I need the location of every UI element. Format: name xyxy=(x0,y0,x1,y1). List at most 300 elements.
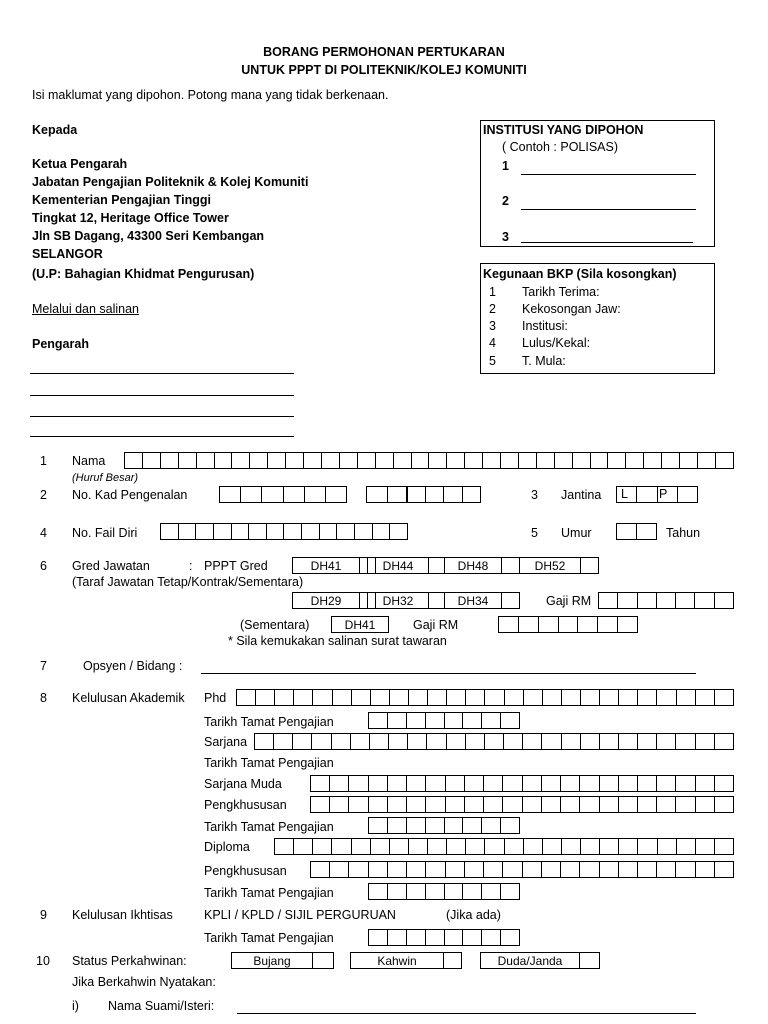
char-cell[interactable] xyxy=(261,487,282,502)
char-cell[interactable] xyxy=(697,453,715,468)
sementara-option[interactable] xyxy=(331,616,389,633)
char-cell[interactable] xyxy=(579,862,598,877)
char-cell[interactable] xyxy=(372,524,390,539)
char-cell[interactable] xyxy=(656,776,675,791)
char-cell[interactable] xyxy=(425,818,444,833)
char-cell[interactable] xyxy=(411,453,429,468)
char-cell[interactable] xyxy=(462,884,481,899)
char-cell[interactable] xyxy=(370,690,389,705)
char-cell[interactable] xyxy=(518,453,536,468)
char-cell[interactable] xyxy=(675,776,694,791)
char-cell[interactable] xyxy=(388,734,407,749)
char-cell[interactable] xyxy=(444,713,463,728)
char-cell[interactable] xyxy=(504,690,523,705)
char-cell[interactable] xyxy=(389,524,407,539)
char-cell[interactable] xyxy=(599,734,618,749)
char-cell[interactable] xyxy=(285,453,303,468)
char-cell[interactable] xyxy=(481,930,500,945)
char-cell[interactable] xyxy=(462,487,481,502)
char-cell[interactable] xyxy=(178,524,196,539)
char-cell[interactable] xyxy=(303,453,321,468)
char-cell[interactable] xyxy=(425,862,444,877)
char-cell[interactable] xyxy=(542,839,561,854)
institusi-line-2[interactable] xyxy=(521,209,696,210)
char-cell[interactable] xyxy=(283,524,301,539)
char-cell[interactable] xyxy=(464,797,483,812)
diploma-input[interactable] xyxy=(274,838,734,855)
char-cell[interactable] xyxy=(348,862,367,877)
char-cell[interactable] xyxy=(714,593,733,608)
char-cell[interactable] xyxy=(311,862,329,877)
sementara-label: (Sementara) xyxy=(240,618,310,632)
char-cell[interactable] xyxy=(637,690,656,705)
char-cell[interactable] xyxy=(500,930,519,945)
char-cell[interactable] xyxy=(370,839,389,854)
char-cell[interactable] xyxy=(408,839,427,854)
char-cell[interactable] xyxy=(293,690,312,705)
char-cell[interactable] xyxy=(675,593,694,608)
char-cell[interactable] xyxy=(329,862,348,877)
char-cell[interactable] xyxy=(714,776,733,791)
char-cell[interactable] xyxy=(643,453,661,468)
char-cell[interactable] xyxy=(715,453,733,468)
char-cell[interactable] xyxy=(273,734,292,749)
diploma-tarikh-input[interactable] xyxy=(368,883,520,900)
char-cell[interactable] xyxy=(248,524,266,539)
char-cell[interactable] xyxy=(266,524,284,539)
char-cell[interactable] xyxy=(695,862,714,877)
char-cell[interactable] xyxy=(618,690,637,705)
char-cell[interactable] xyxy=(446,690,465,705)
ic-input-part1[interactable] xyxy=(219,486,347,503)
char-cell[interactable] xyxy=(656,797,675,812)
char-cell[interactable] xyxy=(675,734,694,749)
sarjana-muda-input[interactable] xyxy=(310,775,734,792)
char-cell[interactable] xyxy=(369,818,387,833)
char-cell[interactable] xyxy=(445,797,464,812)
jantina-label: Jantina xyxy=(561,488,602,502)
char-cell[interactable] xyxy=(464,862,483,877)
gred-option[interactable] xyxy=(367,592,445,609)
char-cell[interactable] xyxy=(407,487,425,502)
diploma-label: Diploma xyxy=(204,840,250,854)
gred-option[interactable] xyxy=(444,557,520,574)
char-cell[interactable] xyxy=(369,930,387,945)
diploma-pengkhususan-input[interactable] xyxy=(310,861,734,878)
char-cell[interactable] xyxy=(311,734,330,749)
gaji-sementara-input[interactable] xyxy=(498,616,638,633)
status-option-bujang[interactable] xyxy=(231,952,334,969)
char-cell[interactable] xyxy=(387,797,406,812)
char-cell[interactable] xyxy=(213,524,231,539)
gred-option-label: DH48 xyxy=(445,558,502,573)
char-cell[interactable] xyxy=(561,839,580,854)
char-cell[interactable] xyxy=(331,734,350,749)
char-cell[interactable] xyxy=(426,734,445,749)
q5-number: 5 xyxy=(531,526,538,540)
char-cell[interactable] xyxy=(408,690,427,705)
char-cell[interactable] xyxy=(560,862,579,877)
char-cell[interactable] xyxy=(195,524,213,539)
char-cell[interactable] xyxy=(714,690,733,705)
status-option-label: Duda/Janda xyxy=(481,953,580,968)
char-cell[interactable] xyxy=(636,487,656,502)
char-cell[interactable] xyxy=(375,453,393,468)
char-cell[interactable] xyxy=(590,453,608,468)
gred-option[interactable] xyxy=(367,557,445,574)
char-cell[interactable] xyxy=(483,862,502,877)
char-cell[interactable] xyxy=(625,453,643,468)
char-cell[interactable] xyxy=(580,839,599,854)
char-cell[interactable] xyxy=(637,797,656,812)
char-cell[interactable] xyxy=(484,734,503,749)
char-cell[interactable] xyxy=(661,453,679,468)
char-cell[interactable] xyxy=(599,690,618,705)
char-cell[interactable] xyxy=(522,862,541,877)
char-cell[interactable] xyxy=(656,734,675,749)
char-cell[interactable] xyxy=(231,453,249,468)
char-cell[interactable] xyxy=(425,487,444,502)
char-cell[interactable] xyxy=(500,453,518,468)
char-cell[interactable] xyxy=(321,453,339,468)
char-cell[interactable] xyxy=(481,884,500,899)
char-cell[interactable] xyxy=(714,797,733,812)
char-cell[interactable] xyxy=(350,734,369,749)
char-cell[interactable] xyxy=(293,839,312,854)
char-cell[interactable] xyxy=(541,734,560,749)
char-cell[interactable] xyxy=(637,776,656,791)
char-cell[interactable] xyxy=(599,593,617,608)
char-cell[interactable] xyxy=(255,690,274,705)
char-cell[interactable] xyxy=(332,690,351,705)
gred-option[interactable] xyxy=(292,592,376,609)
char-cell[interactable] xyxy=(406,862,425,877)
pengarah-line-4[interactable] xyxy=(30,436,294,437)
char-cell[interactable] xyxy=(406,930,425,945)
char-cell[interactable] xyxy=(522,776,541,791)
sarjana-muda-tarikh-input[interactable] xyxy=(368,817,520,834)
char-cell[interactable] xyxy=(368,862,387,877)
char-cell[interactable] xyxy=(695,690,714,705)
char-cell[interactable] xyxy=(554,453,572,468)
char-cell[interactable] xyxy=(240,487,261,502)
char-cell[interactable] xyxy=(541,862,560,877)
char-cell[interactable] xyxy=(301,524,319,539)
char-cell[interactable] xyxy=(178,453,196,468)
char-cell[interactable] xyxy=(196,453,214,468)
sarjana-muda-pengkhususan-input[interactable] xyxy=(310,796,734,813)
char-cell[interactable] xyxy=(676,839,695,854)
char-cell[interactable] xyxy=(599,776,618,791)
char-cell[interactable] xyxy=(541,776,560,791)
char-cell[interactable] xyxy=(351,839,370,854)
char-cell[interactable] xyxy=(406,797,425,812)
char-cell[interactable] xyxy=(462,818,481,833)
char-cell[interactable] xyxy=(462,930,481,945)
char-cell[interactable] xyxy=(387,884,406,899)
char-cell[interactable] xyxy=(676,690,695,705)
institusi-line-1[interactable] xyxy=(521,174,696,175)
char-cell[interactable] xyxy=(348,797,367,812)
char-cell[interactable] xyxy=(387,862,406,877)
char-cell[interactable] xyxy=(522,797,541,812)
char-cell[interactable] xyxy=(406,713,425,728)
char-cell[interactable] xyxy=(369,734,388,749)
char-cell[interactable] xyxy=(483,797,502,812)
char-cell[interactable] xyxy=(597,617,617,632)
char-cell[interactable] xyxy=(695,734,714,749)
char-cell[interactable] xyxy=(160,453,178,468)
umur-input[interactable] xyxy=(616,523,657,540)
char-cell[interactable] xyxy=(387,713,406,728)
char-cell[interactable] xyxy=(637,734,656,749)
char-cell[interactable] xyxy=(695,776,714,791)
char-cell[interactable] xyxy=(523,690,542,705)
char-cell[interactable] xyxy=(618,839,637,854)
char-cell[interactable] xyxy=(695,797,714,812)
ic-input-part3[interactable] xyxy=(406,486,481,503)
char-cell[interactable] xyxy=(406,776,425,791)
char-cell[interactable] xyxy=(637,593,656,608)
char-cell[interactable] xyxy=(560,797,579,812)
char-cell[interactable] xyxy=(599,839,618,854)
char-cell[interactable] xyxy=(387,818,406,833)
char-cell[interactable] xyxy=(311,776,329,791)
char-cell[interactable] xyxy=(484,839,503,854)
char-cell[interactable] xyxy=(558,617,578,632)
char-cell[interactable] xyxy=(348,776,367,791)
char-cell[interactable] xyxy=(541,797,560,812)
char-cell[interactable] xyxy=(446,839,465,854)
char-cell[interactable] xyxy=(617,593,636,608)
char-cell[interactable] xyxy=(312,690,331,705)
char-cell[interactable] xyxy=(445,776,464,791)
char-cell[interactable] xyxy=(518,617,538,632)
char-cell[interactable] xyxy=(329,797,348,812)
gred-option[interactable] xyxy=(444,592,520,609)
char-cell[interactable] xyxy=(656,690,675,705)
char-cell[interactable] xyxy=(283,487,304,502)
pengarah-line-2[interactable] xyxy=(30,395,294,396)
char-cell[interactable] xyxy=(367,487,387,502)
char-cell[interactable] xyxy=(500,884,519,899)
char-cell[interactable] xyxy=(407,734,426,749)
char-cell[interactable] xyxy=(542,690,561,705)
char-cell[interactable] xyxy=(714,734,733,749)
char-cell[interactable] xyxy=(500,818,519,833)
char-cell[interactable] xyxy=(427,839,446,854)
char-cell[interactable] xyxy=(425,797,444,812)
char-cell[interactable] xyxy=(220,487,240,502)
char-cell[interactable] xyxy=(231,524,249,539)
char-cell[interactable] xyxy=(502,776,521,791)
char-cell[interactable] xyxy=(329,776,348,791)
char-cell[interactable] xyxy=(406,818,425,833)
char-cell[interactable] xyxy=(714,862,733,877)
char-cell[interactable] xyxy=(538,617,558,632)
char-cell[interactable] xyxy=(444,930,463,945)
char-cell[interactable] xyxy=(368,797,387,812)
char-cell[interactable] xyxy=(425,713,444,728)
char-cell[interactable] xyxy=(617,524,636,539)
char-cell[interactable] xyxy=(617,617,637,632)
gaji-input[interactable] xyxy=(598,592,734,609)
char-cell[interactable] xyxy=(336,524,354,539)
gred-option[interactable] xyxy=(292,557,376,574)
pengarah-line-3[interactable] xyxy=(30,416,294,417)
char-cell[interactable] xyxy=(444,818,463,833)
char-cell[interactable] xyxy=(677,487,697,502)
char-cell[interactable] xyxy=(275,839,293,854)
char-cell[interactable] xyxy=(618,734,637,749)
char-cell[interactable] xyxy=(504,839,523,854)
char-cell[interactable] xyxy=(618,776,637,791)
char-cell[interactable] xyxy=(502,797,521,812)
char-cell[interactable] xyxy=(561,690,580,705)
char-cell[interactable] xyxy=(428,453,446,468)
pengarah-line-1[interactable] xyxy=(30,373,294,374)
char-cell[interactable] xyxy=(319,524,337,539)
char-cell[interactable] xyxy=(580,690,599,705)
char-cell[interactable] xyxy=(656,593,675,608)
char-cell[interactable] xyxy=(304,487,325,502)
char-cell[interactable] xyxy=(389,839,408,854)
char-cell[interactable] xyxy=(679,453,697,468)
char-cell[interactable] xyxy=(351,690,370,705)
char-cell[interactable] xyxy=(312,839,331,854)
char-cell[interactable] xyxy=(695,839,714,854)
char-cell[interactable] xyxy=(714,839,733,854)
phd-tarikh-input[interactable] xyxy=(368,712,520,729)
nama-pasangan-input[interactable] xyxy=(237,1013,696,1014)
char-cell[interactable] xyxy=(425,884,444,899)
fail-input[interactable] xyxy=(160,523,408,540)
char-cell[interactable] xyxy=(445,862,464,877)
char-cell[interactable] xyxy=(618,862,637,877)
char-cell[interactable] xyxy=(636,524,656,539)
char-cell[interactable] xyxy=(249,453,267,468)
char-cell[interactable] xyxy=(637,839,656,854)
gred-option-label: DH44 xyxy=(368,558,429,573)
char-cell[interactable] xyxy=(331,839,350,854)
char-cell[interactable] xyxy=(339,453,357,468)
phd-input[interactable] xyxy=(236,689,734,706)
char-cell[interactable] xyxy=(618,797,637,812)
q8-number: 8 xyxy=(40,691,47,705)
char-cell[interactable] xyxy=(425,930,444,945)
char-cell[interactable] xyxy=(482,453,500,468)
ikhtisas-tarikh-input[interactable] xyxy=(368,929,520,946)
char-cell[interactable] xyxy=(484,690,503,705)
nama-input[interactable] xyxy=(124,452,734,469)
char-cell[interactable] xyxy=(577,617,597,632)
char-cell[interactable] xyxy=(427,690,446,705)
char-cell[interactable] xyxy=(292,734,311,749)
char-cell[interactable] xyxy=(446,453,464,468)
char-cell[interactable] xyxy=(125,453,142,468)
status-option-kahwin[interactable] xyxy=(350,952,462,969)
q9-number: 9 xyxy=(40,908,47,922)
char-cell[interactable] xyxy=(387,487,408,502)
char-cell[interactable] xyxy=(393,453,411,468)
char-cell[interactable] xyxy=(387,930,406,945)
char-cell[interactable] xyxy=(561,734,580,749)
sarjana-input[interactable] xyxy=(254,733,734,750)
char-cell[interactable] xyxy=(572,453,590,468)
char-cell[interactable] xyxy=(675,797,694,812)
char-cell[interactable] xyxy=(446,734,465,749)
char-cell[interactable] xyxy=(465,839,484,854)
char-cell[interactable] xyxy=(369,713,387,728)
char-cell[interactable] xyxy=(599,862,618,877)
char-cell[interactable] xyxy=(580,734,599,749)
char-cell[interactable] xyxy=(368,776,387,791)
char-cell[interactable] xyxy=(464,453,482,468)
char-cell[interactable] xyxy=(267,453,285,468)
char-cell[interactable] xyxy=(255,734,273,749)
char-cell[interactable] xyxy=(274,690,293,705)
char-cell[interactable] xyxy=(464,776,483,791)
char-cell[interactable] xyxy=(481,818,500,833)
char-cell[interactable] xyxy=(369,884,387,899)
char-cell[interactable] xyxy=(462,713,481,728)
char-cell[interactable] xyxy=(142,453,160,468)
ikhtisas-options: KPLI / KPLD / SIJIL PERGURUAN xyxy=(204,908,396,922)
char-cell[interactable] xyxy=(500,713,519,728)
char-cell[interactable] xyxy=(503,734,522,749)
char-cell[interactable] xyxy=(502,862,521,877)
char-cell[interactable] xyxy=(387,776,406,791)
char-cell[interactable] xyxy=(536,453,554,468)
opsyen-input[interactable] xyxy=(201,673,696,674)
char-cell[interactable] xyxy=(389,690,408,705)
char-cell[interactable] xyxy=(599,797,618,812)
ic-input-part2[interactable] xyxy=(366,486,408,503)
jantina-input[interactable] xyxy=(616,486,698,503)
char-cell[interactable] xyxy=(465,734,484,749)
char-cell[interactable] xyxy=(560,776,579,791)
status-option-duda-janda[interactable] xyxy=(480,952,600,969)
char-cell[interactable] xyxy=(311,797,329,812)
char-cell[interactable] xyxy=(354,524,372,539)
char-cell[interactable] xyxy=(357,453,375,468)
char-cell[interactable] xyxy=(465,690,484,705)
char-cell[interactable] xyxy=(481,713,500,728)
char-cell[interactable] xyxy=(325,487,346,502)
char-cell[interactable] xyxy=(444,884,463,899)
char-cell[interactable] xyxy=(161,524,178,539)
char-cell[interactable] xyxy=(214,453,232,468)
char-cell[interactable] xyxy=(657,839,676,854)
char-cell[interactable] xyxy=(579,797,598,812)
char-cell[interactable] xyxy=(694,593,713,608)
char-cell[interactable] xyxy=(406,884,425,899)
char-cell[interactable] xyxy=(607,453,625,468)
institusi-line-3[interactable] xyxy=(521,242,693,243)
char-cell[interactable] xyxy=(579,776,598,791)
char-cell[interactable] xyxy=(425,776,444,791)
char-cell[interactable] xyxy=(675,862,694,877)
char-cell[interactable] xyxy=(637,862,656,877)
char-cell[interactable] xyxy=(656,862,675,877)
char-cell[interactable] xyxy=(499,617,518,632)
char-cell[interactable] xyxy=(522,734,541,749)
char-cell[interactable] xyxy=(237,690,255,705)
char-cell[interactable] xyxy=(523,839,542,854)
char-cell[interactable] xyxy=(483,776,502,791)
char-cell[interactable] xyxy=(443,487,462,502)
gred-option[interactable] xyxy=(519,557,599,574)
